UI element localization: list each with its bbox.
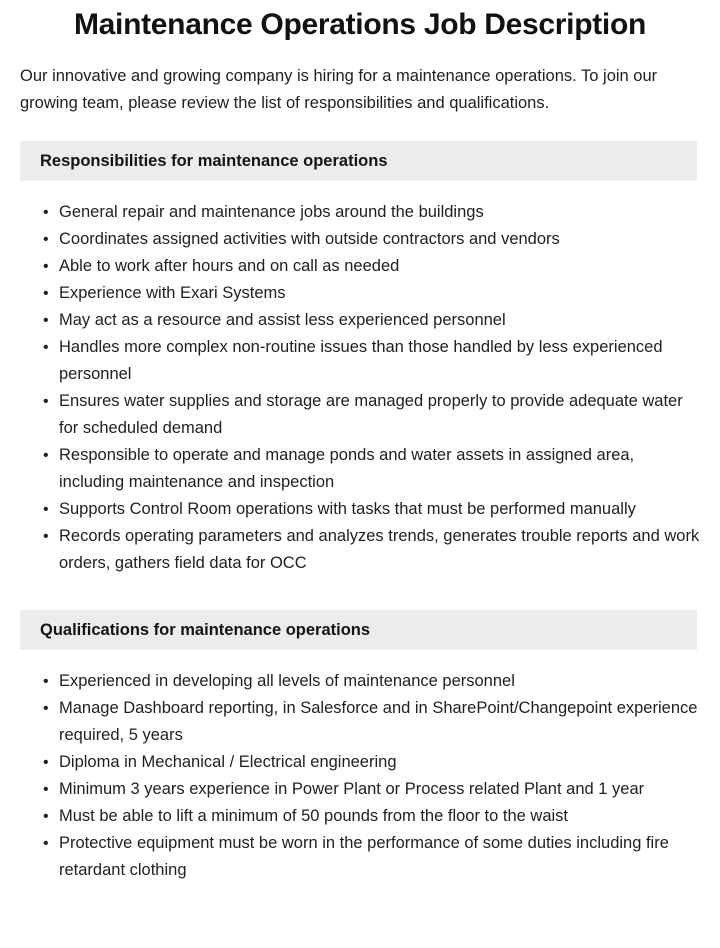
list-item: • Protective equipment must be worn in the performance of some duties including fire retardant clothing bbox=[20, 830, 700, 884]
section-heading-responsibilities: Responsibilities for maintenance operations bbox=[20, 141, 697, 181]
list-item: • Supports Control Room operations with tasks that must be performed manually bbox=[20, 496, 700, 523]
list-item: • Experienced in developing all levels of maintenance personnel bbox=[20, 668, 700, 695]
intro-paragraph: Our innovative and growing company is hiring for a maintenance operations. To join our growing team, please review the list of responsibilities and qualifications. bbox=[20, 66, 658, 112]
section-heading-qualifications: Qualifications for maintenance operations bbox=[20, 610, 697, 650]
list-item: • Must be able to lift a minimum of 50 pounds from the floor to the waist bbox=[20, 803, 700, 830]
list-item: • Able to work after hours and on call as needed bbox=[20, 253, 700, 280]
section-divider-space bbox=[0, 577, 720, 586]
list-item: • Handles more complex non-routine issues than those handled by less experienced personnel bbox=[20, 334, 700, 388]
responsibilities-list bbox=[0, 181, 720, 577]
qualifications-list bbox=[0, 650, 720, 884]
list-item: • Minimum 3 years experience in Power Plant or Process related Plant and 1 year bbox=[20, 776, 700, 803]
list-item: • Records operating parameters and analyzes trends, generates trouble reports and work orders, gathers field data for OCC bbox=[20, 523, 700, 577]
list-item: • Ensures water supplies and storage are managed properly to provide adequate water for scheduled demand bbox=[20, 388, 700, 442]
page-title: Maintenance Operations Job Description bbox=[73, 8, 647, 41]
list-item: • Coordinates assigned activities with outside contractors and vendors bbox=[20, 226, 700, 253]
list-item: • Diploma in Mechanical / Electrical engineering bbox=[20, 749, 700, 776]
list-item: • May act as a resource and assist less experienced personnel bbox=[20, 307, 700, 334]
list-item: • Experience with Exari Systems bbox=[20, 280, 700, 307]
list-item: • Manage Dashboard reporting, in Salesforce and in SharePoint/Changepoint experience required, 5 years bbox=[20, 695, 700, 749]
section-responsibilities bbox=[0, 141, 720, 577]
list-item: • Responsible to operate and manage ponds and water assets in assigned area, including maintenance and inspection bbox=[20, 442, 700, 496]
list-item: • General repair and maintenance jobs around the buildings bbox=[20, 199, 700, 226]
section-qualifications bbox=[0, 610, 720, 884]
